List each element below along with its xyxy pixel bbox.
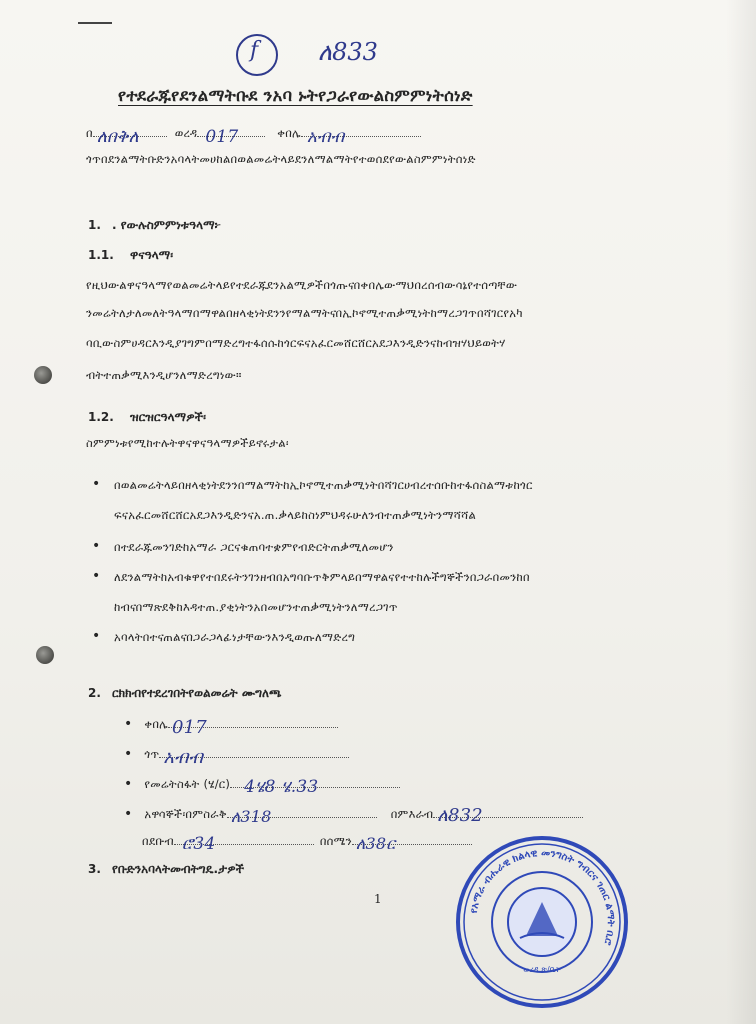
north-field: ለ38ር [352, 844, 472, 845]
official-stamp [452, 832, 632, 1012]
bullet-2-line-1: በተደራጁመንገድከአማራ ጋርናቁጠባተቋምየብድርትጠቃሚለመሆን [114, 540, 394, 554]
stamp-inner-text: ወረዳ ጽ/ቤት [523, 965, 561, 974]
kebele-label: ቀበሌ [144, 717, 168, 731]
stamp-outer-text: የአማራ ብሔራዊ ክልላዊ መንግስት ግብርና ገጠር ልማት ቢሮ [468, 847, 617, 947]
field-kebele: አብብ [301, 136, 421, 137]
document-title: የተደራጁየደንልማትቡደ ንአባ ኑትየጋራየውልስምምነትሰነድ [118, 86, 473, 105]
bullet-dot: • [92, 628, 101, 644]
west-label: በምእራብ [390, 807, 434, 821]
handwritten-reference: ለ833 [318, 38, 378, 66]
section2-number: 2. [88, 686, 101, 700]
circled-mark-text: f [250, 38, 259, 63]
bullet-1-line-2: ፍናአፈርመሸርሸርአደጋእንዲድንናአ.ጠ.ቃላይከስነምህዳሩሁለንብተጠቃሚነትንማሻሻል [114, 508, 477, 522]
label-wereda: ወረዳ [174, 126, 198, 140]
bullet-3-line-2: ከብናበማጽደቅከእዳተጠ.ያቂነትንአበመሆንተጠቃሚነትንለማረጋገጥ [114, 600, 398, 614]
objectives-intro: ስምምነቱየሚከተሉትዋናዋናዓላማዎችይኖሩታል፡ [86, 436, 289, 450]
got-field: አብብ [159, 757, 349, 758]
east-field: ለ318 [227, 817, 377, 818]
area-label: የመሬትስፋት (ሄ/ር) [144, 777, 231, 791]
neighbors-row: • አዋሳኞች፡በምስራቅ ለ318 በምእራብ ለ832 [124, 806, 583, 822]
para-line-2: ንመሬትለታለመለትዓላማበማዋልበዘላቂነትደንንየማልማትናበኢኮኖሚተጠቃሚነትከማረጋገጥበሻገርየአካ [86, 306, 523, 320]
section3-number: 3. [88, 862, 101, 876]
section3-heading: የቡድንአባላትመብትግዴ.ታዎች [112, 862, 245, 876]
punch-hole-top [34, 366, 52, 384]
section1-number: 1. [88, 218, 101, 232]
bullet-dot: • [92, 538, 101, 554]
north-label: በሰሜን [319, 834, 352, 848]
field-ba: ለበቅለ [93, 136, 167, 137]
section1-1-heading: ዋናዓላማ፡ [130, 248, 174, 262]
para-line-3: ባቢውስምሀዳርእንዲያገግምበማድረግተፋሰሱከጎርፍናአፈርመሸርሸርአደጋእንዲድንናከብዝሃህይወትሃ [86, 336, 506, 350]
bullet-3-line-1: ለደንልማትከአብቁዋየተበደሩትንገንዘብበአግባቡጥቅምላይበማዋልናየተተከሉችግኞችንበጋራበመንከበ [114, 570, 530, 584]
label-kebele: ቀበሌ [277, 126, 301, 140]
bullet-4-line-1: አባላትበተናጠልናበጋራጋላፊነታቸውንእንዲወጡለማድረግ [114, 630, 356, 644]
bullet-dot: • [92, 568, 101, 584]
punch-hole-bottom [36, 646, 54, 664]
page-edge-shadow [726, 0, 756, 1024]
corner-dash [78, 22, 112, 24]
area-row: • የመሬትስፋት (ሄ/ር) 4ሄ8 ሄ.33 [124, 776, 400, 792]
para-line-4: ብትተጠቃሚእንዲሆንለማድረግነው። [86, 368, 242, 382]
section2-heading: ርክክብየተደረገበትየወልመሬት ሙግለጫ [112, 686, 282, 700]
section1-2-number: 1.2. [88, 410, 114, 424]
got-label: ጎጥ [144, 747, 160, 761]
bullet-1-line-1: በወልመሬትላይበዘላቂነትደንንበማልማትከኢኮኖሚተጠቃሚነትበሻገርሀብረተሰቡከተፋሰስልማቱከጎር [114, 478, 533, 492]
page-number: 1 [374, 892, 382, 906]
got-row: • ጎጥ አብብ [124, 746, 349, 762]
header-line [86, 126, 421, 147]
area-field: 4ሄ8 ሄ.33 [230, 787, 400, 788]
south-label: በደቡብ [142, 834, 174, 848]
west-field: ለ832 [433, 817, 583, 818]
neighbors-label: አዋሳኞች፡በምስራቅ [144, 807, 227, 821]
label-ba: በ [86, 126, 93, 140]
intro-line: ጎጥበደንልማትቡድንአባላትመሀከልበወልመሬትላይደንለማልማትየተወሰደየውልስምምነትሰነድ [86, 152, 476, 166]
section1-1-number: 1.1. [88, 248, 114, 262]
field-wereda: 017 [197, 136, 265, 137]
para-line-1: የዚህውልዋናዓላማየወልመሬትላይየተደራጁደንአልሚዎችበጎጡናበቀበሌውማህበረሰብውሳኔየተሰጣቸው [86, 278, 518, 292]
section1-heading: . የውሉስምምነቱዓላማ፦ [112, 218, 221, 232]
kebele-row: • ቀበሌ 017 [124, 716, 338, 732]
bullet-dot: • [92, 476, 101, 492]
kebele-field: 017 [168, 727, 338, 728]
south-north-row [142, 834, 472, 854]
section1-2-heading: ዝርዝርዓላማዎች፡ [130, 410, 206, 424]
south-field: ሮ34 [174, 844, 314, 845]
